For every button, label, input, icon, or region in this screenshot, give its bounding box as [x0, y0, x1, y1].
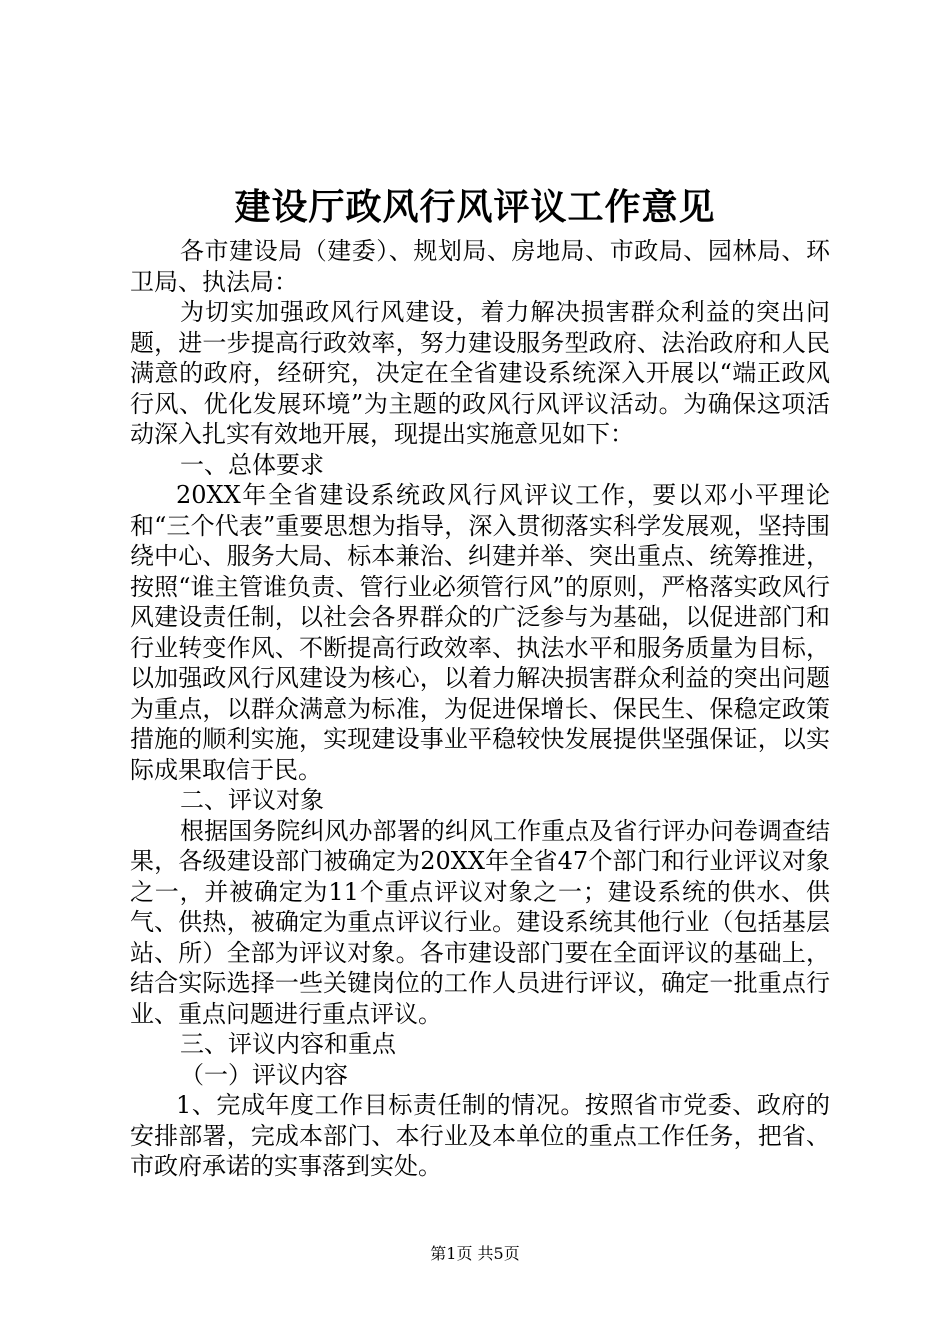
salutation-paragraph: 各市建设局（建委）、规划局、房地局、市政局、园林局、环卫局、执法局： — [130, 237, 830, 296]
document-body — [130, 236, 830, 1182]
intro-paragraph: 为切实加强政风行风建设，着力解决损害群众利益的突出问题，进一步提高行政效率，努力建设服务型政府、法治政府和人民满意的政府，经研究，决定在全省建设系统深入开展以“端正政风行风、优化发展环境”为主题的政风行风评议活动。为确保这项活动深入扎实有效地开展，现提出实施意见如下： — [130, 298, 830, 448]
page-number-footer: 第1页 共5页 — [430, 1244, 520, 1263]
section-heading-evaluation-targets: 二、评议对象 — [180, 786, 324, 814]
section-paragraph-general-requirements: 20XX年全省建设系统政风行风评议工作，要以邓小平理论和“三个代表”重要思想为指导，深入贯彻落实科学发展观，坚持围绕中心、服务大局、标本兼治、纠建并举、突出重点、统筹推进，按照“谁主管谁负责、管行业必须管行风”的原则，严格落实政风行风建设责任制，以社会各界群众的广泛参与为基础，以促进部门和行业转变作风、不断提高行政效率、执法水平和服务质量为目标，以加强政风行风建设为核心，以着力解决损害群众利益的突出问题为重点，以群众满意为标准，为促进保增长、保民生、保稳定政策措施的顺利实施，实现建设事业平稳较快发展提供坚强保证，以实际成果取信于民。 — [130, 481, 830, 784]
section-paragraph-evaluation-targets: 根据国务院纠风办部署的纠风工作重点及省行评办问卷调查结果，各级建设部门被确定为20XX年全省47个部门和行业评议对象之一，并被确定为11个重点评议对象之一；建设系统的供水、供气、供热，被确定为重点评议行业。建设系统其他行业（包括基层站、所）全部为评议对象。各市建设部门要在全面评议的基础上，结合实际选择一些关键岗位的工作人员进行评议，确定一批重点行业、重点问题进行重点评议。 — [130, 816, 830, 1028]
subsection-heading-evaluation-content: （一）评议内容 — [180, 1060, 348, 1089]
section-heading-evaluation-content: 三、评议内容和重点 — [180, 1030, 396, 1058]
section-heading-general-requirements: 一、总体要求 — [180, 450, 324, 479]
list-item-paragraph: 1、完成年度工作目标责任制的情况。按照省市党委、政府的安排部署，完成本部门、本行业及本单位的重点工作任务，把省、市政府承诺的实事落到实处。 — [130, 1091, 830, 1180]
document-title: 建设厅政风行风评议工作意见 — [234, 187, 716, 228]
